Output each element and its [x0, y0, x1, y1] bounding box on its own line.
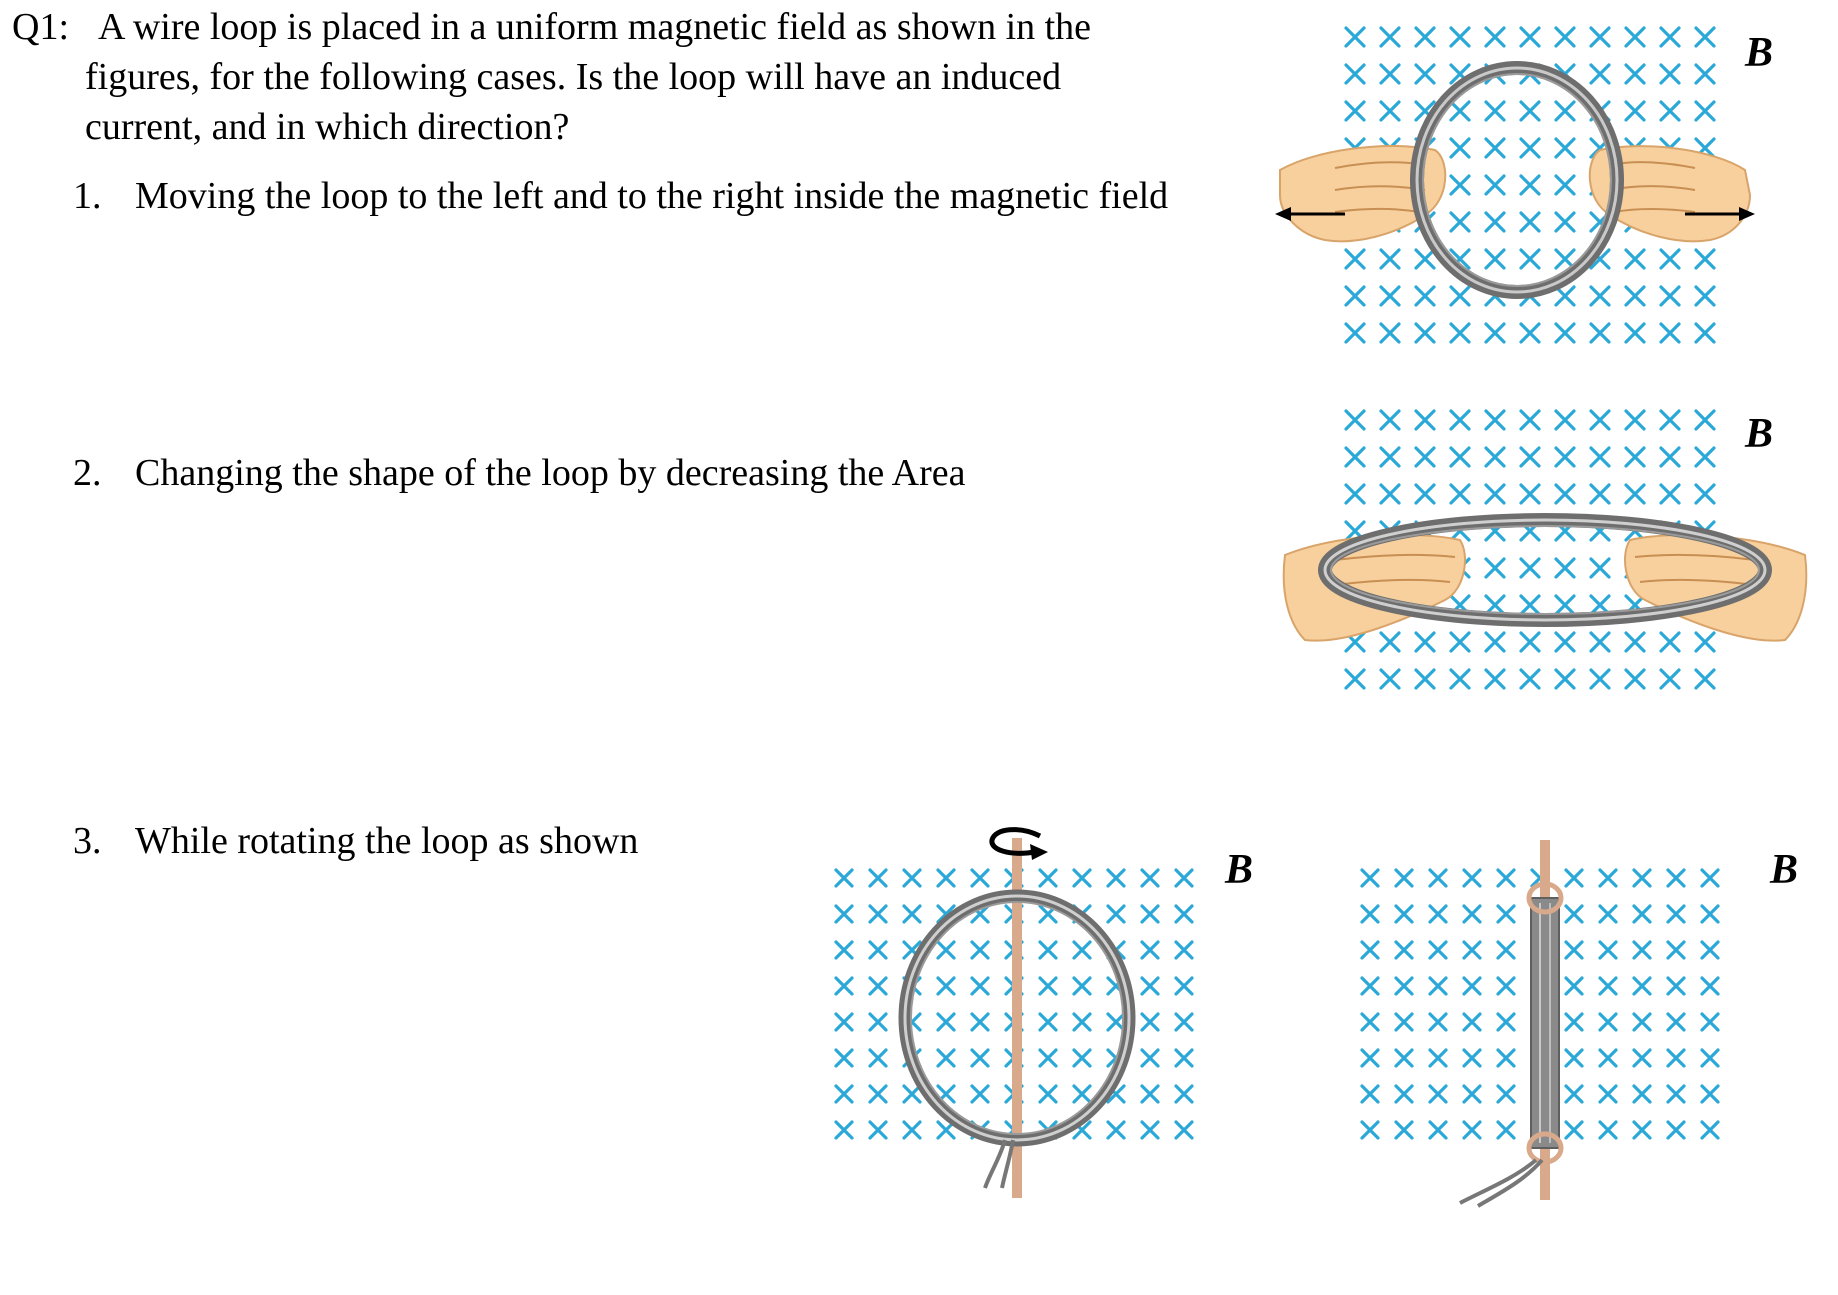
- field-cross-icon: [1634, 1086, 1650, 1102]
- field-cross-icon: [1486, 139, 1504, 157]
- field-cross-icon: [1696, 102, 1714, 120]
- field-cross-icon: [972, 1086, 988, 1102]
- field-cross-icon: [1556, 411, 1574, 429]
- field-cross-icon: [1451, 102, 1469, 120]
- field-cross-icon: [1600, 1122, 1616, 1138]
- field-cross-icon: [1464, 942, 1480, 958]
- field-cross-icon: [1176, 1086, 1192, 1102]
- field-label-b: B: [1770, 847, 1799, 893]
- field-cross-icon: [1346, 670, 1364, 688]
- field-cross-icon: [1108, 906, 1124, 922]
- field-cross-icon: [904, 1086, 920, 1102]
- field-cross-icon: [1396, 942, 1412, 958]
- field-cross-icon: [1346, 485, 1364, 503]
- field-cross-icon: [938, 870, 954, 886]
- field-cross-icon: [1661, 485, 1679, 503]
- field-cross-icon: [1430, 1050, 1446, 1066]
- field-cross-icon: [904, 1122, 920, 1138]
- field-cross-icon: [1108, 1122, 1124, 1138]
- field-cross-icon: [1381, 633, 1399, 651]
- field-cross-icon: [1486, 250, 1504, 268]
- field-cross-icon: [1566, 1122, 1582, 1138]
- field-cross-icon: [1591, 633, 1609, 651]
- field-cross-icon: [1346, 448, 1364, 466]
- field-cross-icon: [1498, 906, 1514, 922]
- case-3-number: 3.: [73, 820, 102, 862]
- field-cross-icon: [1591, 411, 1609, 429]
- field-cross-icon: [1566, 906, 1582, 922]
- field-cross-icon: [1362, 1122, 1378, 1138]
- field-cross-icon: [1381, 324, 1399, 342]
- field-cross-icon: [870, 906, 886, 922]
- field-cross-icon: [1668, 1122, 1684, 1138]
- field-cross-icon: [1668, 1014, 1684, 1030]
- field-cross-icon: [1176, 1014, 1192, 1030]
- field-cross-icon: [1498, 942, 1514, 958]
- field-cross-icon: [836, 1014, 852, 1030]
- field-cross-icon: [1451, 28, 1469, 46]
- field-cross-icon: [972, 942, 988, 958]
- field-cross-icon: [1556, 596, 1574, 614]
- field-cross-icon: [1521, 411, 1539, 429]
- field-cross-icon: [1381, 65, 1399, 83]
- field-cross-icon: [1074, 978, 1090, 994]
- field-cross-icon: [1451, 213, 1469, 231]
- field-cross-icon: [870, 1086, 886, 1102]
- field-cross-icon: [1108, 870, 1124, 886]
- field-cross-icon: [972, 978, 988, 994]
- field-cross-icon: [1668, 1050, 1684, 1066]
- field-cross-icon: [1626, 670, 1644, 688]
- field-cross-icon: [1626, 65, 1644, 83]
- field-cross-icon: [1702, 1122, 1718, 1138]
- field-cross-icon: [1661, 250, 1679, 268]
- field-cross-icon: [1486, 559, 1504, 577]
- field-cross-icon: [1464, 1122, 1480, 1138]
- field-cross-icon: [1486, 324, 1504, 342]
- field-cross-icon: [1176, 1050, 1192, 1066]
- field-cross-icon: [870, 870, 886, 886]
- field-cross-icon: [1381, 28, 1399, 46]
- field-cross-icon: [1498, 870, 1514, 886]
- field-cross-icon: [1696, 485, 1714, 503]
- field-cross-icon: [1521, 250, 1539, 268]
- field-cross-icon: [1430, 942, 1446, 958]
- field-cross-icon: [1521, 596, 1539, 614]
- field-cross-icon: [1074, 1014, 1090, 1030]
- field-cross-icon: [1416, 28, 1434, 46]
- field-cross-icon: [1464, 906, 1480, 922]
- case-2: [73, 450, 965, 496]
- field-cross-icon: [1362, 942, 1378, 958]
- field-cross-icon: [836, 870, 852, 886]
- field-cross-icon: [1634, 906, 1650, 922]
- field-cross-icon: [1702, 1014, 1718, 1030]
- field-cross-icon: [1626, 28, 1644, 46]
- field-cross-icon: [1346, 102, 1364, 120]
- field-cross-icon: [1416, 670, 1434, 688]
- field-cross-icon: [1451, 633, 1469, 651]
- field-cross-icon: [870, 942, 886, 958]
- field-cross-icon: [1346, 65, 1364, 83]
- field-cross-icon: [870, 978, 886, 994]
- field-cross-icon: [1430, 1122, 1446, 1138]
- field-cross-icon: [1176, 1122, 1192, 1138]
- field-cross-icon: [1591, 324, 1609, 342]
- field-cross-icon: [1381, 102, 1399, 120]
- field-cross-icon: [1626, 250, 1644, 268]
- field-cross-icon: [1498, 978, 1514, 994]
- field-cross-icon: [1668, 906, 1684, 922]
- field-cross-icon: [1591, 65, 1609, 83]
- field-cross-icon: [1040, 978, 1056, 994]
- field-cross-icon: [1566, 1050, 1582, 1066]
- field-cross-icon: [1634, 1050, 1650, 1066]
- field-cross-icon: [1556, 28, 1574, 46]
- field-cross-icon: [1176, 906, 1192, 922]
- field-cross-icon: [1396, 870, 1412, 886]
- case-3-text: While rotating the loop as shown: [135, 820, 639, 862]
- field-cross-icon: [1416, 250, 1434, 268]
- field-cross-icon: [836, 1086, 852, 1102]
- field-cross-icon: [1600, 1050, 1616, 1066]
- field-cross-icon: [1416, 324, 1434, 342]
- field-cross-icon: [1498, 1122, 1514, 1138]
- field-cross-icon: [1696, 448, 1714, 466]
- field-cross-icon: [1451, 411, 1469, 429]
- field-cross-icon: [938, 1050, 954, 1066]
- field-cross-icon: [1702, 1086, 1718, 1102]
- field-cross-icon: [1696, 287, 1714, 305]
- field-cross-icon: [1346, 28, 1364, 46]
- field-cross-icon: [1591, 559, 1609, 577]
- field-cross-icon: [1176, 942, 1192, 958]
- field-cross-icon: [1176, 870, 1192, 886]
- field-cross-icon: [1451, 287, 1469, 305]
- field-cross-icon: [1521, 28, 1539, 46]
- field-cross-icon: [1074, 1086, 1090, 1102]
- field-cross-icon: [1591, 485, 1609, 503]
- field-cross-icon: [1566, 1014, 1582, 1030]
- field-cross-icon: [1381, 287, 1399, 305]
- field-cross-icon: [1040, 942, 1056, 958]
- field-cross-icon: [1176, 978, 1192, 994]
- field-cross-icon: [1668, 870, 1684, 886]
- field-cross-icon: [1556, 139, 1574, 157]
- field-cross-icon: [1381, 448, 1399, 466]
- field-cross-icon: [1521, 102, 1539, 120]
- field-cross-icon: [1566, 942, 1582, 958]
- field-cross-icon: [972, 1050, 988, 1066]
- field-cross-icon: [1486, 176, 1504, 194]
- field-cross-icon: [1696, 670, 1714, 688]
- field-cross-icon: [1556, 176, 1574, 194]
- field-cross-icon: [904, 870, 920, 886]
- field-cross-icon: [1346, 411, 1364, 429]
- field-cross-icon: [1661, 670, 1679, 688]
- field-cross-icon: [1591, 28, 1609, 46]
- field-cross-icon: [1430, 906, 1446, 922]
- case-2-text: Changing the shape of the loop by decreasing the Area: [135, 452, 966, 494]
- field-cross-icon: [1498, 1050, 1514, 1066]
- field-cross-icon: [1416, 287, 1434, 305]
- field-cross-icon: [1696, 411, 1714, 429]
- field-cross-icon: [1600, 942, 1616, 958]
- field-cross-icon: [1556, 485, 1574, 503]
- field-cross-icon: [1451, 139, 1469, 157]
- field-cross-icon: [1464, 1086, 1480, 1102]
- field-cross-icon: [1486, 102, 1504, 120]
- field-cross-icon: [1661, 324, 1679, 342]
- field-cross-icon: [1634, 1122, 1650, 1138]
- field-cross-icon: [1416, 448, 1434, 466]
- field-cross-icon: [1451, 448, 1469, 466]
- field-cross-icon: [1626, 411, 1644, 429]
- field-cross-icon: [1626, 485, 1644, 503]
- field-cross-icon: [1661, 287, 1679, 305]
- field-cross-icon: [1416, 633, 1434, 651]
- field-cross-icon: [1556, 324, 1574, 342]
- field-cross-icon: [1486, 411, 1504, 429]
- field-cross-icon: [1626, 287, 1644, 305]
- field-cross-icon: [1346, 250, 1364, 268]
- field-cross-icon: [1362, 1086, 1378, 1102]
- field-cross-icon: [1702, 978, 1718, 994]
- field-cross-icon: [1486, 633, 1504, 651]
- field-cross-icon: [1498, 1014, 1514, 1030]
- figure-loop-rotation-edge: [1350, 818, 1810, 1218]
- field-cross-icon: [938, 1014, 954, 1030]
- field-cross-icon: [1464, 1050, 1480, 1066]
- field-cross-icon: [972, 870, 988, 886]
- field-cross-icon: [1142, 942, 1158, 958]
- field-cross-icon: [1626, 324, 1644, 342]
- field-cross-icon: [1074, 870, 1090, 886]
- field-cross-icon: [1040, 1050, 1056, 1066]
- field-cross-icon: [1416, 411, 1434, 429]
- field-cross-icon: [836, 1050, 852, 1066]
- field-cross-icon: [1521, 139, 1539, 157]
- field-cross-icon: [1591, 287, 1609, 305]
- figure-loop-translation: [1275, 0, 1795, 340]
- figure-loop-squeeze: [1275, 395, 1815, 735]
- field-cross-icon: [1381, 485, 1399, 503]
- field-cross-icon: [1634, 870, 1650, 886]
- field-cross-icon: [870, 1014, 886, 1030]
- field-cross-icon: [938, 978, 954, 994]
- case-3: [73, 818, 638, 864]
- question-number: Q1:: [12, 6, 69, 48]
- field-cross-icon: [1521, 324, 1539, 342]
- question-line-1: A wire loop is placed in a uniform magnetic field as shown in the: [98, 6, 1092, 48]
- field-cross-icon: [1074, 942, 1090, 958]
- field-cross-icon: [1451, 485, 1469, 503]
- field-cross-icon: [1142, 1014, 1158, 1030]
- field-label-b: B: [1745, 411, 1774, 457]
- case-1: [73, 173, 1168, 219]
- field-cross-icon: [1430, 870, 1446, 886]
- field-cross-icon: [836, 978, 852, 994]
- field-cross-icon: [1521, 485, 1539, 503]
- field-cross-icon: [1566, 870, 1582, 886]
- question-line-2: figures, for the following cases. Is the loop will have an induced: [85, 56, 1062, 98]
- field-cross-icon: [1661, 65, 1679, 83]
- field-cross-icon: [1464, 870, 1480, 886]
- field-cross-icon: [1142, 906, 1158, 922]
- field-cross-icon: [1362, 1050, 1378, 1066]
- field-cross-icon: [1430, 1014, 1446, 1030]
- field-cross-icon: [1626, 633, 1644, 651]
- field-cross-icon: [1696, 633, 1714, 651]
- field-label-b: B: [1225, 847, 1254, 893]
- field-cross-icon: [836, 906, 852, 922]
- field-cross-icon: [1396, 1014, 1412, 1030]
- field-cross-icon: [1451, 176, 1469, 194]
- field-cross-icon: [1556, 213, 1574, 231]
- left-hand: [1284, 535, 1465, 641]
- field-cross-icon: [1661, 102, 1679, 120]
- field-cross-icon: [1381, 670, 1399, 688]
- field-cross-icon: [1556, 102, 1574, 120]
- field-cross-icon: [1556, 670, 1574, 688]
- field-cross-icon: [1591, 670, 1609, 688]
- field-cross-icon: [1451, 670, 1469, 688]
- field-cross-icon: [1464, 1014, 1480, 1030]
- field-cross-icon: [1661, 633, 1679, 651]
- field-cross-icon: [1381, 250, 1399, 268]
- field-cross-icon: [1521, 448, 1539, 466]
- field-cross-icon: [1696, 324, 1714, 342]
- field-cross-icon: [1556, 633, 1574, 651]
- field-cross-icon: [1702, 906, 1718, 922]
- field-cross-icon: [1142, 870, 1158, 886]
- field-cross-icon: [1600, 1014, 1616, 1030]
- field-cross-icon: [1142, 1086, 1158, 1102]
- field-cross-icon: [1108, 1014, 1124, 1030]
- field-cross-icon: [1600, 906, 1616, 922]
- field-cross-icon: [1346, 287, 1364, 305]
- case-2-number: 2.: [73, 452, 102, 494]
- field-cross-icon: [1634, 942, 1650, 958]
- field-cross-icon: [1486, 28, 1504, 46]
- field-cross-icon: [904, 906, 920, 922]
- field-cross-icon: [1142, 1122, 1158, 1138]
- figure-loop-rotation-front: [820, 818, 1260, 1218]
- field-cross-icon: [1451, 324, 1469, 342]
- field-cross-icon: [1521, 633, 1539, 651]
- field-cross-icon: [1362, 870, 1378, 886]
- field-cross-icon: [1702, 1050, 1718, 1066]
- field-cross-icon: [1566, 978, 1582, 994]
- field-cross-icon: [1416, 65, 1434, 83]
- field-cross-icon: [1396, 906, 1412, 922]
- field-cross-icon: [1634, 978, 1650, 994]
- field-cross-icon: [1661, 28, 1679, 46]
- field-cross-icon: [870, 1050, 886, 1066]
- field-cross-icon: [1430, 978, 1446, 994]
- case-1-number: 1.: [73, 175, 102, 217]
- field-cross-icon: [1416, 485, 1434, 503]
- field-cross-icon: [1040, 1014, 1056, 1030]
- question-line-3: current, and in which direction?: [85, 106, 570, 148]
- field-cross-icon: [972, 1014, 988, 1030]
- field-cross-icon: [1591, 448, 1609, 466]
- field-cross-icon: [1486, 485, 1504, 503]
- right-hand: [1625, 535, 1806, 641]
- field-cross-icon: [1661, 448, 1679, 466]
- field-cross-icon: [1696, 250, 1714, 268]
- field-cross-icon: [1346, 324, 1364, 342]
- field-cross-icon: [1040, 1086, 1056, 1102]
- field-cross-icon: [1556, 448, 1574, 466]
- field-cross-icon: [1702, 870, 1718, 886]
- field-cross-icon: [1696, 28, 1714, 46]
- field-cross-icon: [1362, 978, 1378, 994]
- field-cross-icon: [1040, 870, 1056, 886]
- field-cross-icon: [1486, 670, 1504, 688]
- field-cross-icon: [1634, 1014, 1650, 1030]
- field-cross-icon: [1362, 906, 1378, 922]
- field-cross-icon: [1521, 176, 1539, 194]
- field-cross-icon: [938, 942, 954, 958]
- field-cross-icon: [1486, 213, 1504, 231]
- field-cross-icon: [1464, 978, 1480, 994]
- field-cross-icon: [1626, 448, 1644, 466]
- field-cross-icon: [836, 942, 852, 958]
- field-cross-icon: [836, 1122, 852, 1138]
- field-cross-icon: [1556, 559, 1574, 577]
- field-cross-icon: [1486, 596, 1504, 614]
- field-cross-icon: [1430, 1086, 1446, 1102]
- field-cross-icon: [1074, 1050, 1090, 1066]
- field-cross-icon: [1600, 1086, 1616, 1102]
- field-cross-icon: [1521, 213, 1539, 231]
- field-cross-icon: [1668, 1086, 1684, 1102]
- field-cross-icon: [1600, 870, 1616, 886]
- field-cross-icon: [1396, 1122, 1412, 1138]
- field-cross-icon: [1142, 1050, 1158, 1066]
- field-cross-icon: [1696, 65, 1714, 83]
- field-cross-icon: [1600, 978, 1616, 994]
- field-cross-icon: [1566, 1086, 1582, 1102]
- field-cross-icon: [1498, 1086, 1514, 1102]
- field-cross-icon: [1668, 978, 1684, 994]
- field-cross-icon: [1396, 1086, 1412, 1102]
- field-cross-icon: [1521, 559, 1539, 577]
- case-1-text: Moving the loop to the left and to the right inside the magnetic field: [135, 175, 1169, 217]
- field-cross-icon: [1142, 978, 1158, 994]
- field-cross-icon: [1396, 1050, 1412, 1066]
- field-cross-icon: [1668, 942, 1684, 958]
- field-cross-icon: [1626, 102, 1644, 120]
- field-cross-icon: [1661, 411, 1679, 429]
- field-cross-icon: [1362, 1014, 1378, 1030]
- field-cross-icon: [1381, 411, 1399, 429]
- field-cross-icon: [1396, 978, 1412, 994]
- field-cross-icon: [1702, 942, 1718, 958]
- field-cross-icon: [1521, 670, 1539, 688]
- field-label-b: B: [1745, 30, 1774, 76]
- field-cross-icon: [870, 1122, 886, 1138]
- wire-loop: [1417, 68, 1617, 292]
- field-cross-icon: [1486, 448, 1504, 466]
- field-cross-icon: [1556, 287, 1574, 305]
